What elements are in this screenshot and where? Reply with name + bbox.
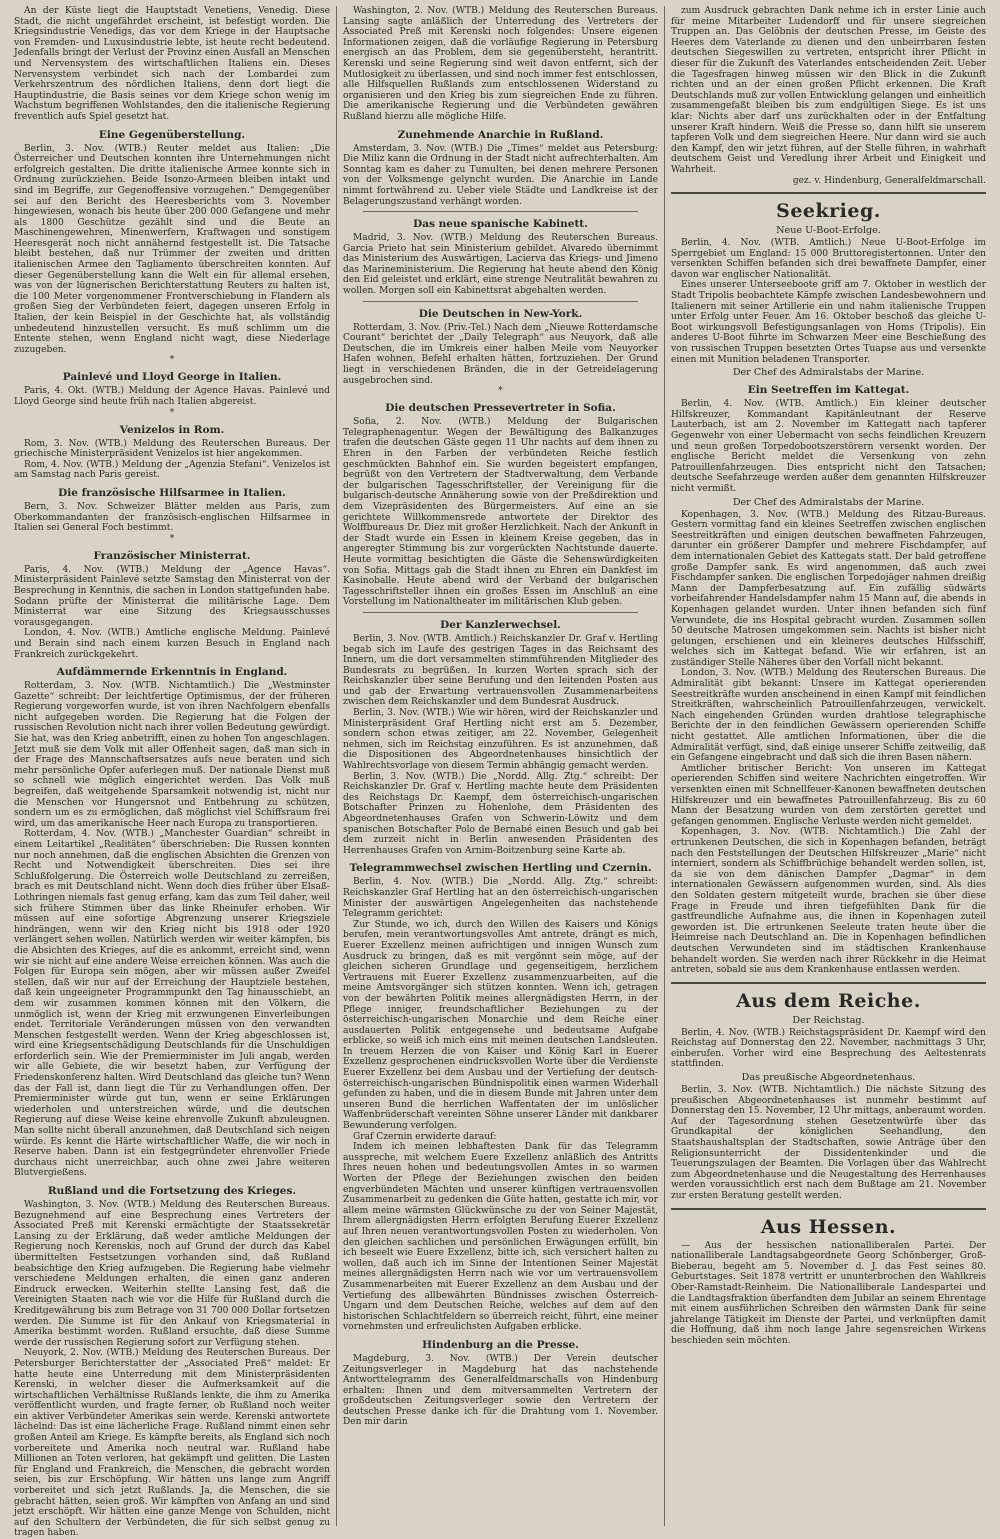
article-paragraph: Rom, 3. Nov. (WTB.) Meldung des Reuterschen Bureaus. Der griechische Ministerpräsident Venizelos ist hier angekommen. xyxy=(14,438,330,460)
article-paragraph: Graf Czernin erwiderte darauf: xyxy=(353,1131,497,1142)
column-divider-rule xyxy=(671,982,986,984)
article-heading: Venizelos in Rom. xyxy=(119,423,225,436)
article-subheading: Neue U-Boot-Erfolge. xyxy=(776,225,881,237)
section-heading: Aus dem Reiche. xyxy=(736,989,921,1012)
article-paragraph: Rotterdam, 3. Nov. (WTB. Nichtamtlich.) Die „Westminster Gazette“ schreibt: Der leichtfertige Optimismus, der der früheren Regierung vorgeworfen wurde, ist von ihren Nachfolgern ebenfalls nicht aufgegeben worden. Die Regierung hat die Folgen der russischen Revolution nicht nach ihrer vollen Bedeutung gewürdigt. Sie hat, was den Krieg anbetrifft, einen zu hohen Ton angeschlagen. Jetzt muß sie dem Volk mit aller Offenheit sagen, daß man sich in der Frage des Mannschaftsersatzes aufs neue beraten und sich mehr persönliche Opfer auferlegen muß. Der nationale Dienst muß so schnell wie möglich eingerichtet werden. Das Volk muß begreifen, daß weitgehende Sparsamkeit notwendig ist, nicht nur die Menschen vor Hungersnot und Entbehrung zu schützen, sondern um es zu ermöglichen, daß möglichst viel Schiffsraum frei wird, um das amerikanische Heer nach Europa zu transportieren. xyxy=(14,681,330,829)
article-paragraph: Berlin, 4. Nov. (WTB.) Reichstagspräsident Dr. Kaempf wird den Reichstag auf Donnerstag den 22. November, nachmittags 3 Uhr, einberufen. Vorher wird eine Besprechung des Aeltestenrats stattfinden. xyxy=(671,1027,986,1070)
article-paragraph: Amtlicher britischer Bericht: Von unseren im Kattegat operierenden Schiffen sind weitere Nachrichten eingetroffen. Wir versenkten einen mit Schnellfeuer-Kanonen bewaffneten deutschen Hilfskreuzer und ein bewaffnetes Patrouillenfahrzeug. Bis zu 60 Mann der Besatzung wurden von dem zerstörten gerettet und gefangen genommen. Englische Verluste werden nicht gemeldet. xyxy=(671,763,986,827)
column-right xyxy=(664,6,992,1526)
article-paragraph: An der Küste liegt die Hauptstadt Venetiens, Venedig. Diese Stadt, die nicht ungefährdet erscheint, ist befestigt worden. Die Kriegsindustrie Venedigs, das vor dem Kriege in der Hauptsache von Fremden- und Luxusindustrie lebte, ist heute recht bedeutend. Jedenfalls bringt der Verlust der Provinz einen Ausfall an Menschen und Nervensystem des wirtschaftlichen Italiens ein. Dieses Nervensystem verbindet sich nach der Lombardei zum Verkehrszentrum des nördlichen Italiens, denn dort liegt die Hauptindustrie, die Basis seines vor dem Kriege schon wenig im Wachstum begriffenen Wohlstandes, den die italienische Regierung freventlich aufs Spiel gesetzt hat. xyxy=(14,6,330,122)
asterisk-separator: * xyxy=(169,355,175,366)
article-paragraph: Berlin, 4. Nov. (WTB.) Die „Nordd. Allg. Ztg.“ schreibt: Reichskanzler Graf Hertling hat an den österreichisch-ungarischen Minister der auswärtigen Angelegenheiten das nachstehende Telegramm gerichtet: xyxy=(343,877,658,920)
article-paragraph: Eines unserer Unterseeboote griff am 7. Oktober in westlich der Stadt Tripolis beobachtete Kämpfe zwischen Landesbewohnern und Italienern mit seiner Artillerie ein und nahm italienische Truppen unter Erfolg unter Feuer. Am 16. Oktober beschoß das gleiche U-Boot wirkungsvoll Befestigungsanlagen von Homs (Tripolis). Ein anderes U-Boot führte im Schwarzen Meer eine Beschießung des von russischen Truppen besetzten Ortes Tuapse aus und versenkte einen mit Munition beladenen Transporter. xyxy=(671,280,986,365)
article-paragraph: Washington, 3. Nov. (WTB.) Meldung des Reuterschen Bureaus. Bezugnehmend auf eine Besprechung eines Vertreters der Associated Preß mit Kerenski ermächtigte der Staatssekretär Lansing zu der Erklärung, daß weder amtliche Meldungen der Regierung noch Kerenskis, noch auf Grund der durch das Kabel übermittelten Festsetzungen vorhanden sind, daß Rußland beabsichtige den Krieg aufzugeben. Die Regierung habe vielmehr verschiedene Meldungen erhalten, die einen ganz anderen Eindruck erwecken. Weiterhin stellte Lansing fest, daß die Vereinigten Staaten nach wie vor die Hilfe für Rußland durch die Kreditgewährung bis zum Betrage von 31 700 000 Dollar fortsetzen werden. Die Summe ist für den Ankauf von Kriegsmaterial in Amerika bestimmt worden. Rußland ersuchte, daß diese Summe werde der russischen Regierung sofort zur Verfügung stehen. xyxy=(14,1200,330,1348)
column-middle xyxy=(336,6,664,1526)
asterisk-separator: * xyxy=(169,407,175,418)
article-heading: Telegrammwechsel zwischen Hertling und Czernin. xyxy=(349,862,652,875)
article-paragraph: zum Ausdruck gebrachten Dank nehme ich in erster Linie auch für meine Mitarbeiter Ludendorff und für unsere siegreichen Truppen an. Das Gelöbnis der deutschen Presse, im Geiste des Heeres dem Vaterlande zu dienen und den unbeirrbaren festen deutschen Siegeswillen zu vertreten, entspricht ihrer Pflicht in dieser für die Zukunft des Vaterlandes entscheidenden Zeit. Ueber die Tagesfragen hinweg müssen wir den Blick in die Zukunft richten und an der einen großen Pflicht erkennen. Die Kraft Deutschlands muß zur vollen Entwicklung gelangen und einheitlich zusammengefaßt bleiben bis zum endgültigen Siege. Es ist uns klar: Nichts aber darf uns zurückhalten oder in der Entfaltung unserer Kraft hindern. Weiß die Presse so, dann hilft sie unserem tapferen Volk und dem siegreichen Heere. Nur dann wird sie auch den Kampf, den wir jetzt führen, auf der Stelle führen, in wahrhaft deutschem Geist und Veredlung ihrer Arbeit und Einigkeit und Wahrheit. xyxy=(671,6,986,175)
signature-line: gez. v. Hindenburg, Generalfeldmarschall. xyxy=(792,175,986,186)
article-paragraph: Indem ich meinen lebhaftesten Dank für das Telegramm ausspreche, mit welchem Euere Exzellenz anläßlich des Antritts Ihres neuen hohen und bedeutungsvollen Amtes in so warmen Worten der Pflege der Beziehungen zwischen den beiden engverbündeten Mächten und unserer künftigen vertrauensvollen Zusammenarbeit zu gedenken die Güte hatten, gestatte ich mir, vor allem meine wärmsten Glückwünsche zu der von Seiner Majestät, Ihrem allergnädigsten Herrn erfolgten Berufung Euerer Exzellenz auf Ihren neuen verantwortungsvollen Posten zu wiederholen. Von den gleichen sachlichen und persönlichen Erwägungen erfüllt, bin ich beseelt wie Euere Exzellenz, bitte ich, sich versichert halten zu wollen, daß auch ich im Sinne der Intentionen Seiner Majestät meines allergnädigsten Herrn nach wie vor um vertrauensvollem Zusammenarbeiten mit Euerer Exzellenz an dem Ausbau und der Vertiefung des allbewährten Bündnisses zwischen Österreich-Ungarn und dem Deutschen Reiche, welches auf dem auf den historischen Schlachtfeldern so überreich reicht, führt, eine meiner vornehmsten und erfreulichsten Aufgaben erblicke. xyxy=(343,1142,658,1333)
article-paragraph: Berlin, 3. Nov. (WTB.) Wie wir hören, wird der Reichskanzler und Ministerpräsident Graf Hertling nicht erst am 5. Dezember, sondern schon etwas zeitiger, am 22. November, Gelegenheit nehmen, sich im Reichstag einzuführen. Es ist anzunehmen, daß die Dispositionen des Abgeordnetenhauses hinsichtlich der Wahlrechtsvorlage von diesem Termin abhängig gemacht werden. xyxy=(343,708,658,772)
column-divider-rule xyxy=(363,301,638,302)
column-divider-rule xyxy=(363,211,638,212)
article-paragraph: Berlin, 3. Nov. (WTB. Amtlich.) Reichskanzler Dr. Graf v. Hertling begab sich im Laufe des gestrigen Tages in das Reichsamt des Innern, um die dort versammelten stimmführenden Mitglieder des Bundesrats zu begrüßen. In kurzen Worten sprach sich der Reichskanzler über seine Berufung und den leitenden Posten aus und gab der Erwartung vertrauensvollen Zusammenarbeitens zwischen dem Reichskanzler und dem Bundesrat Ausdruck. xyxy=(343,633,658,708)
article-heading: Rußland und die Fortsetzung des Krieges. xyxy=(47,1185,297,1197)
article-paragraph: Berlin, 3. Nov. (WTB.) Die „Nordd. Allg. Ztg.“ schreibt: Der Reichskanzler Dr. Graf v. Hertling machte heute dem Präsidenten des Reichstags Dr. Kaempf, dem österreichisch-ungarischen Botschafter Prinzen zu Hohenlohe, dem Präsidenten des Abgeordnetenhauses Grafen von Schwerin-Löwitz und dem spanischen Botschafter Polo de Bernabé einen Besuch und gab bei dem zurzeit nicht in Berlin anwesenden Präsidenten des Herrenhauses Grafen von Arnim-Boitzenburg seine Karte ab. xyxy=(343,771,658,856)
article-heading: Painlevé und Lloyd George in Italien. xyxy=(62,371,282,384)
article-paragraph: Berlin, 4. Nov. (WTB. Amtlich.) Neue U-Boot-Erfolge im Sperrgebiet um England: 15 000 Bruttoregistertonnen. Unter den versenkten Schiffen befanden sich drei bewaffnete Dampfer, einer davon war englischer Nationalität. xyxy=(671,238,986,280)
article-paragraph: Neuyork, 2. Nov. (WTB.) Meldung des Reuterschen Bureaus. Der Petersburger Berichterstatter der „Associated Preß“ meldet: Er hatte heute eine Unterredung mit dem Ministerpräsidenten Kerenski, in welcher dieser die Aufmerksamkeit auf die wirtschaftlichen Verhältnisse Rußlands lenkte, die ihm zu Amerika veröffentlicht wurden, und fragte ferner, ob Rußland noch weiter ein aktiver Verbündeter Amerikas sein werde. Kerenski antwortete lächelnd: Das ist eine lächerliche Frage. Rußland nimmt einen sehr großen Anteil am Kriege. Es kämpfte bereits, als England sich noch vorbereitete und Amerika noch neutral war. Rußland habe Millionen an Toten verloren, hat gekämpft und gelitten. Die Lasten für England und Frankreich, die Menschen, die gebracht worden seien, bis zur Erschöpfung. Wir hätten uns lange zum Angriff vorbereitet und sich jetzt Rußlands. Ja, die Menschen, die sie gebracht hätten, seien groß. Wir kämpften von Anfang an und sind jetzt erschöpft. Wir hätten eine ganze Menge von Schulden, nicht auf den Schultern der Verbündeten, die für sich selbst genug zu tragen haben. xyxy=(14,1348,330,1539)
article-heading: Die französische Hilfsarmee in Italien. xyxy=(58,486,286,499)
article-paragraph: Amsterdam, 3. Nov. (WTB.) Die „Times“ meldet aus Petersburg: Die Miliz kann die Ordnung in der Stadt nicht aufrechterhalten. Am Sonntag kam es daher zu Tumulten, bei denen mehrere Personen von der Volksmenge gelyncht wurden. Die Anarchie im Lande nimmt fortwährend zu. Ueber viele Städte und Landkreise ist der Belagerungszustand verhängt worden. xyxy=(343,143,658,207)
column-left xyxy=(8,6,336,1539)
article-heading: Eine Gegenüberstellung. xyxy=(98,128,246,141)
article-heading: Hindenburg an die Presse. xyxy=(422,1338,579,1351)
article-paragraph: Paris, 4. Okt. (WTB.) Meldung der Agence Havas. Painlevé und Lloyd George sind heute früh nach Italien abgereist. xyxy=(14,386,330,407)
article-heading: Der Kanzlerwechsel. xyxy=(440,618,561,631)
article-subheading: Der Reichstag. xyxy=(792,1014,865,1026)
article-paragraph: Rotterdam, 3. Nov. (Priv.-Tel.) Nach dem „Nieuwe Rotterdamsche Courant“ berichtet der „Daily Telegraph“ aus Neuyork, daß alle Deutschen, die im Umkreis einer halben Meile vom Neuyorker Hafen wohnen, Befehl erhalten hätten, fortzuziehen. Der Grund liegt in verschiedenen Bränden, die in der Getreidelagerung ausgebrochen sind. xyxy=(343,322,658,386)
article-paragraph: London, 3. Nov. (WTB.) Meldung des Reuterschen Bureaus. Die Admiralität gibt bekannt: Unsere im Kattegat operierenden Seestreitkräfte wurden anscheinend in einen Kampf mit feindlichen Streitkräften, wahrscheinlich Patrouillenfahrzeugen, verwickelt. Nach eingehenden Gründen wurden drahtlose telegraphische Berichte der in den feindlichen Gewässern operierenden Schiffe nicht gestattet. Alle amtlichen Informationen, über die die Admiralität verfügt, sind, daß einige unserer Schiffe zeitweilig, daß ein Gefangene eingebracht und daß sich die ihren Basen nähern. xyxy=(671,668,986,764)
article-paragraph: Paris, 4. Nov. (WTB.) Meldung der „Agence Havas“. Ministerpräsident Painlevé setzte Samstag den Ministerrat von der Besprechung in Kenntnis, die sachen in London stattgefunden habe. Sodann prüfte der Ministerrat die militärische Lage. Dem Ministerrat war eine Sitzung des Kriegsausschusses vorausgegangen. xyxy=(14,564,330,628)
article-paragraph: Zur Stunde, wo ich, durch den Willen des Kaisers und Königs berufen, mein verantwortungsvolles Amt antrete, drängt es mich, Euerer Exzellenz meinen aufrichtigen und innigen Wunsch zum Ausdruck zu bringen, daß es mit vergönnt sein möge, auf der gleichen sicheren Grundlage und gegenseitigem, herzlichem Vertrauens mit Euerer Exzellenz zusammenzuarbeiten, auf die meine Amtsvorgänger sich stützen konnten. Wenn ich, getragen von der bewährten Politik meines allergnädigsten Herrn, in der Pflege inniger, freundschaftlicher Beziehungen zu der österreichisch-ungarischen Monarchie und dem Reiche einer ausdauerten Politik entgegensehe und bedeutsame Aufgabe erblicke, so weiß ich mich eins mit meinen deutschen Landsleuten. In treuem Herzen die von Kaiser und König Karl in Euerer Exzellenz gesprochenen eindrucksvollen Worte über die Verdienste Euerer Exzellenz bei dem Ausbau und der Vertiefung der deutsch-österreichisch-ungarischen Bündnispolitik einen warmen Widerhall gefunden zu haben, und die in diesem Bunde mit Jahren unter dem unseren Bund die herrlichen Waffentaten der im unlöslicher Waffenbrüderschaft vereinten Söhne unserer Länder mit dankbarer Bewunderung verfolgen. xyxy=(343,919,658,1132)
article-paragraph: Berlin, 3. Nov. (WTB. Nichtamtlich.) Die nächste Sitzung des preußischen Abgeordnetenhauses ist nunmehr bestimmt auf Donnerstag den 15. November, 12 Uhr mittags, anberaumt worden. Auf der Tagesordnung stehen Gesetzentwürfe über das Grundkapital der königlichen Seehandlung, den Staatshaushaltsplan der Stadtschaften, sowie Anträge über den Religionsunterricht der Dissidentenkinder und die Teuerungszulagen der Beamten. Die Vorlagen über das Wahlrecht zum Abgeordnetenhause und die Neugestaltung des Herrenhauses werden voraussichtlich erst nach dem Bußtage am 21. November zur ersten Beratung gestellt werden. xyxy=(671,1085,986,1201)
article-subheading: Der Chef des Admiralstabs der Marine. xyxy=(732,367,925,379)
article-paragraph: Sofia, 2. Nov. (WTB.) Meldung der Bulgarischen Telegraphenagentur. Wegen der Bewältigung des Balkanzuges trafen die deutschen Gäste gegen 11 Uhr nachts auf dem ihnen zu Ehren in den Farben der verbündeten Reiche festlich geschmückten Bahnhof ein. Sie wurden begeistert empfangen, begrüßt von den Vertretern der Stadtverwaltung, dem Verbande der bulgarischen Tagesschriftsteller, der Vereinigung für die bulgarisch-deutsche Annäherung sowie von der Preßdirektion und dem Vizepräsidenten des Bürgermeisters. Auf eine an sie gerichtete Willkommensrede antwortete der Direktor des Wolffbureaus Dr. Diez mit großer Herzlichkeit. Nach der Ankunft in der Stadt wurde ein Essen in kleinem Kreise gegeben, das in angeregter Stimmung bis zur vorgerückten Nachtstunde dauerte. Heute vormittag besichtigten die Gäste die Sehenswürdigkeiten von Sofia. Mittags gab die Stadt ihnen zu Ehren ein Dankfest im Kasinoballe. Heute abend wird der Verband der bulgarischen Tagesschriftsteller ihnen ein großes Essen im Anschluß an eine Vorstellung im Nationaltheater im militärischen Klub geben. xyxy=(343,417,658,608)
article-heading: Französischer Ministerrat. xyxy=(93,549,251,562)
article-heading: Zunehmende Anarchie in Rußland. xyxy=(397,128,604,141)
article-paragraph: Madrid, 3. Nov. (WTB.) Meldung des Reuterschen Bureaus. Garcia Prieto hat sein Ministerium gebildet. Alvaredo übernimmt das Ministerium des Auswärtigen, Lacierva das Kriegs- und Jimeno das Marineministerium. Die Regierung hat heute abend den König den Eid geleistet und erklärt, eine strenge Neutralität bewahren zu wollen. Morgen soll ein Kabinettsrat abgehalten werden. xyxy=(343,233,658,297)
article-paragraph: London, 4. Nov. (WTB.) Amtliche englische Meldung. Painlevé und Berain sind nach einem kurzen Besuch in England nach Frankreich zurückgekehrt. xyxy=(14,628,330,660)
article-paragraph: Berlin, 3. Nov. (WTB.) Reuter meldet aus Italien: „Die Österreicher und Deutschen konnten ihre Unternehmungen nicht erfolgreich gestalten. Die dritte italienische Armee konnte sich in Ordnung zurückziehen. Beide Isonzo-Armeen bleiben intakt und sind im Begriffe, zur Gegenoffensive vorzugehen.“ Demgegenüber sei auf den Bericht des Heeresberichts vom 3. November hingewiesen, wonach bis heute über 200 000 Gefangene und mehr als 1800 Geschütze gezählt sind und die Beute an Maschinengewehren, Minenwerfern, Kraftwagen und sonstigem Heeresgerät noch nicht annähernd festgestellt ist. Die Tatsache bleibt bestehen, daß nur Trümmer der zweiten und dritten italienischen Armee den Tagliamento überschreiten konnten. Auf dieser Gegenüberstellung kann die Welt ein für allemal ersehen, was von der lügnerischen Berichterstattung Reuters zu halten ist, die 100 Meter vorgenommener Frontverschiebung in Flandern als großen Sieg der Verbündeten feiert, dagegen unseren Erfolg in Italien, der kein Beispiel in der Geschichte hat, als vollständig unbedeutend hinzustellen versucht. Es muß schlimm um die Entente stehen, wenn England nicht wagt, diese Niederlage zuzugeben. xyxy=(14,143,330,355)
article-paragraph: Magdeburg, 3. Nov. (WTB.) Der Verein deutscher Zeitungsverleger in Magdeburg hat das nachstehende Antworttelegramm des Generalfeldmarschalls von Hindenburg erhalten: Ihnen und dem mitversammelten Vertretern der großdeutschen Zeitungsverleger sowie den Vertretern der deutschen Presse danke ich für die Drahtung vom 1. November. Den mir darin xyxy=(343,1353,658,1428)
column-divider-rule xyxy=(671,1208,986,1210)
article-subheading: Das preußische Abgeordnetenhaus. xyxy=(741,1072,916,1084)
article-subheading: Der Chef des Admiralstabs der Marine. xyxy=(732,496,925,508)
article-heading: Aufdämmernde Erkenntnis in England. xyxy=(56,666,288,679)
article-paragraph: Kopenhagen, 3. Nov. (WTB. Nichtamtlich.) Die Zahl der ertrunkenen Deutschen, die sich in Kopenhagen befanden, beträgt nach den Feststellungen der Deutschen Hilfskreuzer „Marie“ nicht interniert, sondern als Schiffbrüchige behandelt werden sollen, ist, da sie von dem dänischen Dampfer „Dagmar“ in dem internationalen Gewässern aufgenommen wurden, sind. Als dies den Soldaten gestern mitgeteilt wurde, brachen sie über diese Frage in Freude und ihren tiefgefühlten Dank für die gastfreundliche Aufnahme aus, die ihnen in Kopenhagen zuteil geworden ist. Die ertrunkenen Seeleute traten heute über die Heimreise nach Deutschland an. Die in Kopenhagen befindlichen deutschen Verwundeten sind im städtischen Krankenhause behandelt worden. Sie werden nach ihrer Rückkehr in die Heimat antreten, sobald sie aus dem Krankenhause entlassen werden. xyxy=(671,827,986,976)
article-paragraph: Berlin, 4. Nov. (WTB. Amtlich.) Ein kleiner deutscher Hilfskreuzer, Kommandant Kapitänleutnant der Reserve Lauterbach, ist am 2. November im Kattegatt nach tapferer Gegenwehr von einer Uebermacht von sechs feindlichen Kreuzern und neun großen Torpedobootszerstörern versenkt worden. Der englische Bericht meldet die Versenkung von zehn Patrouillenfahrzeugen. Dies entspricht nicht den Tatsachen; deutsche Seefahrzeuge werden außer dem genannten Hilfskreuzer nicht vermißt. xyxy=(671,399,986,494)
asterisk-separator: * xyxy=(169,533,175,544)
column-divider-rule xyxy=(363,612,638,613)
column-divider-rule xyxy=(671,192,986,194)
article-paragraph: Bern, 3. Nov. Schweizer Blätter melden aus Paris, zum Oberkommandanten der französisch-englischen Hilfsarmee in Italien sei General Foch bestimmt. xyxy=(14,501,330,534)
article-heading: Ein Seetreffen im Kattegat. xyxy=(747,384,910,397)
article-heading: Das neue spanische Kabinett. xyxy=(413,218,588,231)
article-paragraph: Washington, 2. Nov. (WTB.) Meldung des Reuterschen Bureaus. Lansing sagte anläßlich der Unterredung des Vertreters der Associated Preß mit Kerenski noch folgendes: Unsere eigenen Informationen zeigen, daß die vorläufige Regierung in Petersburg energisch an das Problem, dem sie gegenübersteht, herantritt. Kerenski und seine Regierung sind weit davon entfernt, sich der Mutlosigkeit zu überlassen, und sind noch immer fest entschlossen, alle Hilfsquellen Rußlands zum entschlossenen Widerstand zu organisieren und den Krieg bis zum siegreichen Ende zu führen. Die amerikanische Regierung und die Verbündeten gewähren Rußland hierzu alle mögliche Hilfe. xyxy=(343,6,658,122)
article-paragraph: Rotterdam, 4. Nov. (WTB.) „Manchester Guardian“ schreibt in einem Leitartikel „Realitäten“ überschrieben: Die Russen konnten nur noch annehmen, daß die englischen Absichten die Grenzen von Recht und Notwendigkeit überschreiten. Dies sei ihre Schlußfolgerung. Die Österreich wolle Deutschland zu zerreißen, brach es mit Deutschland nicht. Wenn doch dies früher über Elsaß-Lothringen niemals fast genug erfang, kam das zum Teil daher, weil sich frühere Stimmen über das linke Rheinufer erhoben. Wir müssen auf eine sofortige Abgrenzung unserer Kriegsziele hindrängen, wenn wir den Krieg nicht bis 1918 oder 1920 verlängert sehen wollen. Natürlich werden wir weiter kämpfen, bis die Absichten des Krieges, auf die es ankommt, erreicht sind, wenn wir sie nicht auf eine andere Weise erreichen können. Was auch die Folgen für Europa sein mögen, aber wir müssen außer Zweifel stellen, daß wir nur auf der Erreichung der Hauptziele bestehen, daß kein ungeeigneter Programmpunkt den Tag hinausschiebt, an dem wir zusammen kommen können mit den Völkern, die unmöglich ist, wenn der Krieg mit erzwungenen Einverleibungen endet. Territoriale Veränderungen müssen von den verwandten Menschen festgestellt werden. Wenn der Krieg abgeschlossen ist, wird eine Kriegsentschädigung Deutschlands für die Unschuldigen erforderlich sein. Wie der Premierminister im Juli angab, werden wir alle Gebiete, die wir besetzt haben, zur Verfügung der Friedenskonferenz halten. Wird Deutschland das gleiche tun? Wenn das der Fall ist, dann liegt die Tür zu Verhandlungen offen. Der Premierminister würde gut tun, wenn er seine Erklärungen wiederholen und unterstreichen würde, und die deutschen Regierung auf diese Weise keine ehrenvolle Zukunft abzuleugnen. Man sollte nicht überall anzunehmen, daß Deutschland sich neigen würde. Es kennt die Härte wirtschaftlicher Waffe, die wir noch in Reserve haben. Dann ist ein festgegründeter ehrenvoller Friede durchaus nicht unerreichbar, auch ohne zwei Jahre weiteren Blutvergießens. xyxy=(14,829,330,1179)
newspaper-page xyxy=(8,6,992,1539)
section-heading: Aus Hessen. xyxy=(760,1215,897,1238)
article-paragraph: Rom, 4. Nov. (WTB.) Meldung der „Agenzia Stefani“. Venizelos ist am Samstag nach Paris gereist. xyxy=(14,459,330,481)
article-paragraph: Kopenhagen, 3. Nov. (WTB.) Meldung des Ritzau-Bureaus. Gestern vormittag fand ein kleines Seetreffen zwischen englischen Seestreitkräften und einigen deutschen bewaffneten Fahrzeugen, darunter ein größerer Dampfer und mehrere Fischdampfer, auf dem internationalen Gebiet des Kattegats statt. Der bald getroffene große Dampfer sank. Es wird angenommen, daß auch zwei Fischdampfer sanken. Die englischen Torpedojäger nahmen dreißig Mann der Dampferbesatzung auf. Ein zufällig südwärts vorbeifahrender Handelsdampfer nahm 15 Mann auf, die abends in Kopenhagen gelandet wurden. Unter ihnen befanden sich fünf Verwundete, die ins Hospital gebracht wurden. Zusammen sollen 50 deutsche Matrosen umgekommen sein. Nachts ist bisher nicht gelungen, erschienen und ein kleineres deutsches Hilfsschiff, welches sich im Kattegat befand. Wie wir erfahren, ist an zuständiger Stelle Näheres über den Vorfall nicht bekannt. xyxy=(671,509,986,668)
article-heading: Die Deutschen in New-York. xyxy=(418,307,583,320)
section-heading: Seekrieg. xyxy=(776,200,881,223)
asterisk-separator: * xyxy=(498,386,503,397)
article-heading: Die deutschen Pressevertreter in Sofia. xyxy=(385,402,616,415)
article-paragraph: — Aus der hessischen nationalliberalen Partei. Der nationalliberale Landtagsabgeordnete Georg Schönberger, Groß-Bieberau, begeht am 5. November d. J. das Fest seines 80. Geburtstages. Seit 1878 vertritt er ununterbrochen den Wahlkreis Ober-Ramstadt-Reinheim. Die Nationalliberale Landespartei und die Landtagsfraktion überfandten dem Jubilar an seinem Ehrentage mit einem ausführlichen Schreiben den wärmsten Dank für seine jahrelange Tätigkeit im Dienste der Partei, und verknüpften damit die Hoffnung, daß ihm noch lange Jahre segensreichen Wirkens beschieden sein möchten. xyxy=(671,1240,986,1346)
